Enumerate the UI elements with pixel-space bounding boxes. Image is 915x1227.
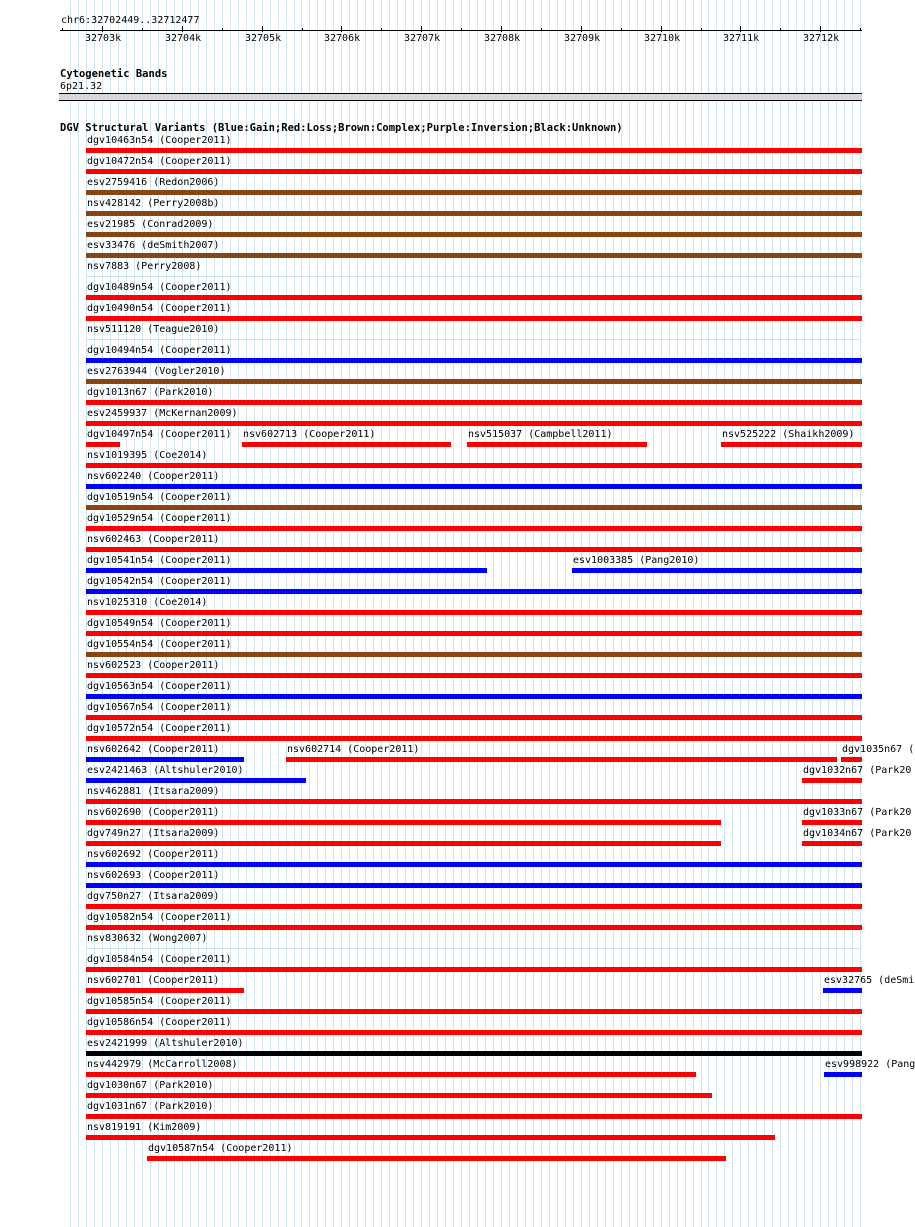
variant-label[interactable]: dgv10572n54 (Cooper2011)	[87, 723, 232, 734]
ruler-minor-tick	[461, 28, 462, 31]
variant-label[interactable]: nsv428142 (Perry2008b)	[87, 198, 220, 209]
ruler-tick-mark	[421, 26, 422, 32]
cytoband-bar[interactable]	[59, 93, 862, 101]
ruler-tick-mark	[341, 26, 342, 32]
variant-bar[interactable]	[86, 379, 862, 384]
variant-label[interactable]: dgv1013n67 (Park2010)	[87, 387, 214, 398]
variant-label[interactable]: nsv462881 (Itsara2009)	[87, 786, 220, 797]
variant-label[interactable]: nsv830632 (Wong2007)	[87, 933, 208, 944]
dgv-track-title: DGV Structural Variants (Blue:Gain;Red:Loss;Brown:Complex;Purple:Inversion;Black:Unknown)	[60, 122, 623, 134]
ruler-minor-tick	[302, 28, 303, 31]
variant-bar[interactable]	[286, 757, 837, 762]
variant-label[interactable]: dgv749n27 (Itsara2009)	[87, 828, 220, 839]
variant-bar[interactable]	[86, 988, 244, 993]
variant-label[interactable]: dgv10542n54 (Cooper2011)	[87, 576, 232, 587]
variant-bar[interactable]	[86, 967, 862, 972]
variant-bar[interactable]	[86, 1114, 862, 1119]
variant-bar[interactable]	[802, 820, 862, 825]
variant-label[interactable]: esv2763944 (Vogler2010)	[87, 366, 226, 377]
variant-label[interactable]: dgv10519n54 (Cooper2011)	[87, 492, 232, 503]
variant-label[interactable]: nsv819191 (Kim2009)	[87, 1122, 202, 1133]
variant-bar[interactable]	[86, 820, 721, 825]
ruler-tick-mark	[581, 26, 582, 32]
variant-label[interactable]: nsv602690 (Cooper2011)	[87, 807, 220, 818]
variant-label[interactable]: dgv10489n54 (Cooper2011)	[87, 282, 232, 293]
variant-label[interactable]: esv2459937 (McKernan2009)	[87, 408, 238, 419]
ruler-tick-label: 32708k	[484, 33, 521, 44]
variant-bar[interactable]	[86, 904, 862, 909]
ruler-tick-label: 32705k	[245, 33, 282, 44]
variant-label[interactable]: esv33476 (deSmith2007)	[87, 240, 220, 251]
variant-label[interactable]: nsv7883 (Perry2008)	[87, 261, 202, 272]
variant-label[interactable]: dgv10494n54 (Cooper2011)	[87, 345, 232, 356]
variant-label[interactable]: nsv602713 (Cooper2011)	[243, 429, 376, 440]
variant-bar[interactable]	[86, 1135, 775, 1140]
variant-bar[interactable]	[86, 862, 862, 867]
ruler-minor-tick	[222, 28, 223, 31]
cytoband-name: 6p21.32	[60, 81, 103, 92]
variant-label[interactable]: dgv10584n54 (Cooper2011)	[87, 954, 232, 965]
variant-bar[interactable]	[86, 673, 862, 678]
ruler-minor-tick	[62, 28, 63, 31]
variant-bar[interactable]	[86, 568, 487, 573]
variant-bar[interactable]	[86, 841, 721, 846]
variant-label[interactable]: nsv602523 (Cooper2011)	[87, 660, 220, 671]
ruler-minor-tick	[541, 28, 542, 31]
variant-bar[interactable]	[86, 778, 306, 783]
variant-bar[interactable]	[86, 316, 862, 321]
variant-bar[interactable]	[86, 883, 862, 888]
variant-label[interactable]: dgv1030n67 (Park2010)	[87, 1080, 214, 1091]
variant-bar[interactable]	[86, 547, 862, 552]
variant-bar[interactable]	[86, 589, 862, 594]
variant-label[interactable]: esv2421463 (Altshuler2010)	[87, 765, 244, 776]
variant-bar[interactable]	[86, 757, 244, 762]
variant-bar[interactable]	[86, 190, 862, 195]
ruler-minor-tick	[701, 28, 702, 31]
variant-bar[interactable]	[86, 1093, 712, 1098]
location-label: chr6:32702449..32712477	[61, 15, 200, 26]
variant-bar[interactable]	[86, 1051, 862, 1056]
variant-label[interactable]: nsv515037 (Campbell2011)	[468, 429, 613, 440]
variant-label[interactable]: dgv10586n54 (Cooper2011)	[87, 1017, 232, 1028]
variant-label[interactable]: dgv10497n54 (Cooper2011)	[87, 429, 232, 440]
ruler-tick-label: 32709k	[564, 33, 601, 44]
variant-bar[interactable]	[86, 148, 862, 153]
variant-bar[interactable]	[86, 253, 862, 258]
variant-label[interactable]: esv32765 (deSmi	[824, 975, 915, 986]
variant-label[interactable]: dgv1034n67 (Park20	[803, 828, 912, 839]
variant-label[interactable]: dgv1033n67 (Park20	[803, 807, 912, 818]
ruler-tick-mark	[501, 26, 502, 32]
variant-bar[interactable]	[86, 1030, 862, 1035]
variant-label[interactable]: dgv10549n54 (Cooper2011)	[87, 618, 232, 629]
variant-bar[interactable]	[86, 505, 862, 510]
variant-bar[interactable]	[86, 358, 862, 363]
variant-label[interactable]: dgv10585n54 (Cooper2011)	[87, 996, 232, 1007]
ruler-minor-tick	[860, 28, 861, 31]
variant-label[interactable]: dgv10490n54 (Cooper2011)	[87, 303, 232, 314]
ruler-tick-label: 32711k	[723, 33, 760, 44]
variant-bar[interactable]	[86, 715, 862, 720]
variant-label[interactable]: esv2759416 (Redon2006)	[87, 177, 220, 188]
ruler-tick-label: 32707k	[404, 33, 441, 44]
ruler-tick-label: 32706k	[324, 33, 361, 44]
variant-bar[interactable]	[86, 610, 862, 615]
variant-label[interactable]: dgv10529n54 (Cooper2011)	[87, 513, 232, 524]
variant-bar[interactable]	[86, 295, 862, 300]
variant-label[interactable]: dgv10587n54 (Cooper2011)	[148, 1143, 293, 1154]
ruler-tick-mark	[740, 26, 741, 32]
variant-label[interactable]: esv1003385 (Pang2010)	[573, 555, 700, 566]
variant-label[interactable]: dgv10472n54 (Cooper2011)	[87, 156, 232, 167]
variant-label[interactable]: nsv1025310 (Coe2014)	[87, 597, 208, 608]
variant-bar[interactable]	[86, 484, 862, 489]
variant-bar[interactable]	[467, 442, 647, 447]
variant-label[interactable]: dgv10554n54 (Cooper2011)	[87, 639, 232, 650]
ruler-tick-mark	[182, 26, 183, 32]
variant-bar[interactable]	[86, 421, 862, 426]
variant-label[interactable]: nsv602692 (Cooper2011)	[87, 849, 220, 860]
variant-label[interactable]: dgv10567n54 (Cooper2011)	[87, 702, 232, 713]
variant-bar[interactable]	[86, 400, 862, 405]
variant-bar[interactable]	[86, 1009, 862, 1014]
variant-label[interactable]: esv21985 (Conrad2009)	[87, 219, 214, 230]
ruler-minor-tick	[780, 28, 781, 31]
variant-bar[interactable]	[802, 841, 862, 846]
variant-label[interactable]: dgv750n27 (Itsara2009)	[87, 891, 220, 902]
ruler-tick-mark	[262, 26, 263, 32]
variant-label[interactable]: nsv602240 (Cooper2011)	[87, 471, 220, 482]
variant-label[interactable]: dgv10582n54 (Cooper2011)	[87, 912, 232, 923]
variant-label[interactable]: dgv1035n67 (	[842, 744, 915, 755]
variant-bar[interactable]	[242, 442, 451, 447]
ruler-minor-tick	[381, 28, 382, 31]
variant-bar[interactable]	[86, 694, 862, 699]
ruler-tick-mark	[102, 26, 103, 32]
variant-bar[interactable]	[86, 652, 862, 657]
variant-bar[interactable]	[86, 799, 862, 804]
variant-bar[interactable]	[86, 442, 120, 447]
variant-bar[interactable]	[802, 778, 862, 783]
variant-label[interactable]: nsv602701 (Cooper2011)	[87, 975, 220, 986]
variant-line[interactable]	[86, 339, 862, 340]
variant-label[interactable]: nsv602463 (Cooper2011)	[87, 534, 220, 545]
variant-bar[interactable]	[86, 1072, 696, 1077]
variant-label[interactable]: nsv602642 (Cooper2011)	[87, 744, 220, 755]
ruler-tick-label: 32710k	[644, 33, 681, 44]
ruler-tick-label: 32712k	[803, 33, 840, 44]
variant-label[interactable]: esv998922 (Pang	[825, 1059, 915, 1070]
ruler-tick-label: 32703k	[85, 33, 122, 44]
variant-bar[interactable]	[86, 526, 862, 531]
ruler-tick-mark	[820, 26, 821, 32]
variant-bar[interactable]	[823, 988, 862, 993]
variant-bar[interactable]	[86, 463, 862, 468]
variant-label[interactable]: dgv1031n67 (Park2010)	[87, 1101, 214, 1112]
variant-label[interactable]: nsv442979 (McCarroll2008)	[87, 1059, 238, 1070]
variant-label[interactable]: nsv511120 (Teague2010)	[87, 324, 220, 335]
variant-label[interactable]: nsv525222 (Shaikh2009)	[722, 429, 855, 440]
variant-bar[interactable]	[147, 1156, 726, 1161]
variant-label[interactable]: dgv10541n54 (Cooper2011)	[87, 555, 232, 566]
ruler-minor-tick	[621, 28, 622, 31]
variant-label[interactable]: esv2421999 (Altshuler2010)	[87, 1038, 244, 1049]
variant-bar[interactable]	[824, 1072, 862, 1077]
ruler-minor-tick	[142, 28, 143, 31]
variant-bar[interactable]	[86, 631, 862, 636]
variant-label[interactable]: dgv1032n67 (Park20	[803, 765, 912, 776]
variant-bar[interactable]	[86, 211, 862, 216]
variant-label[interactable]: nsv1019395 (Coe2014)	[87, 450, 208, 461]
variant-line[interactable]	[86, 948, 862, 949]
ruler-tick-label: 32704k	[165, 33, 202, 44]
variant-bar[interactable]	[572, 568, 862, 573]
variant-bar[interactable]	[86, 736, 862, 741]
variant-line[interactable]	[86, 276, 862, 277]
variant-bar[interactable]	[86, 925, 862, 930]
variant-label[interactable]: nsv602693 (Cooper2011)	[87, 870, 220, 881]
cytoband-track-title: Cytogenetic Bands	[60, 68, 168, 80]
variant-bar[interactable]	[721, 442, 862, 447]
variant-bar[interactable]	[841, 757, 862, 762]
variant-bar[interactable]	[86, 232, 862, 237]
variant-label[interactable]: nsv602714 (Cooper2011)	[287, 744, 420, 755]
variant-label[interactable]: dgv10563n54 (Cooper2011)	[87, 681, 232, 692]
variant-bar[interactable]	[86, 169, 862, 174]
variant-label[interactable]: dgv10463n54 (Cooper2011)	[87, 135, 232, 146]
ruler-tick-mark	[661, 26, 662, 32]
